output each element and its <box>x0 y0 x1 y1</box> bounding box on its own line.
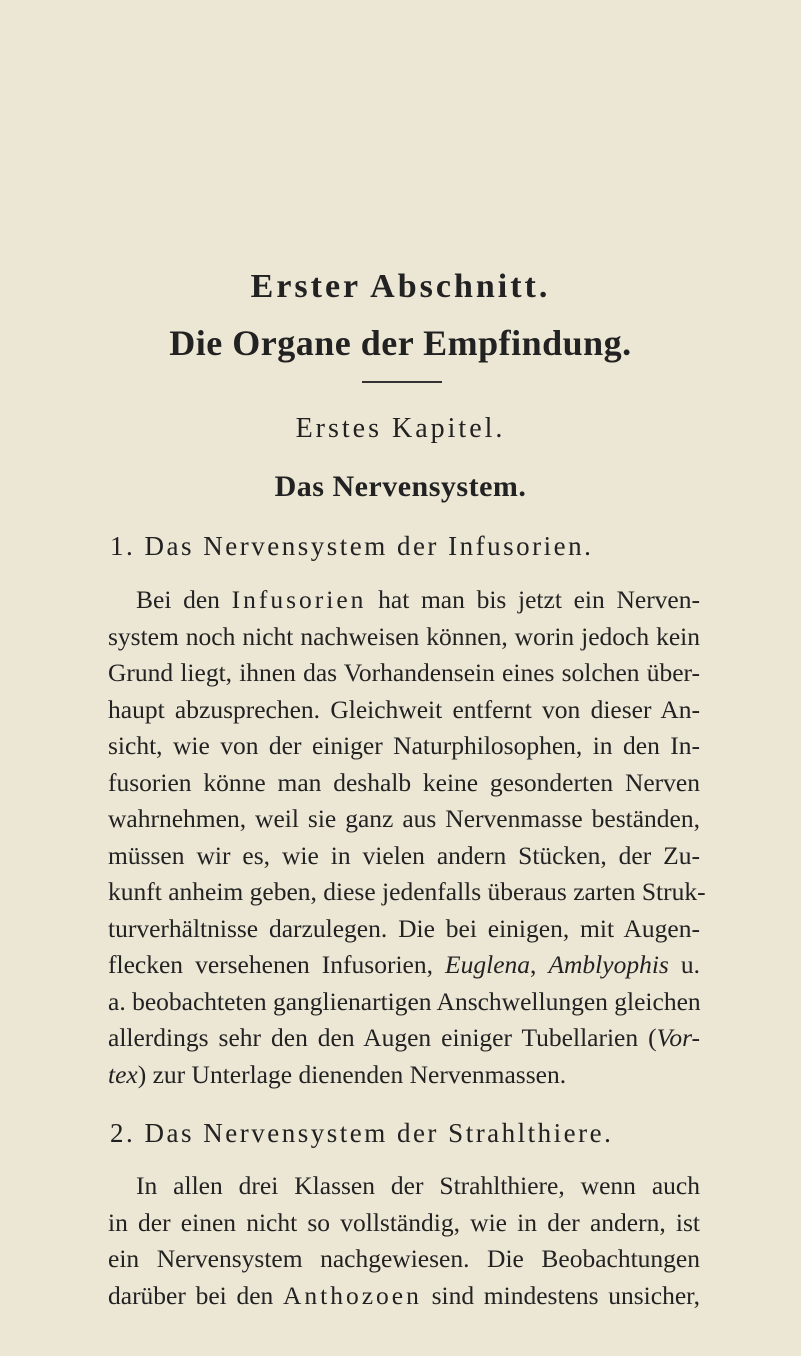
divider-rule <box>362 381 442 383</box>
section-heading: Erster Abschnitt. <box>250 268 551 305</box>
text-line: tex) zur Unterlage dienenden Nervenmassen. <box>108 1059 567 1089</box>
text-line: müssen wir es, wie in vielen andern Stücken, der Zu- <box>108 840 700 870</box>
section-title: Die Organe der Empfindung. <box>169 323 632 363</box>
subsection-2-title: Das Nervensystem der Strahlthiere. <box>144 1118 614 1148</box>
text-line: allerdings sehr den den Augen einiger Tubellarien (Vor- <box>108 1023 700 1052</box>
chapter-heading: Erstes Kapitel. <box>295 413 506 444</box>
paragraph-1 <box>108 582 706 1093</box>
text-line: In allen drei Klassen der Strahlthiere, wenn auch <box>136 1171 700 1200</box>
text-line: a. beobachteten ganglienartigen Anschwellungen gleichen <box>108 986 701 1016</box>
text-line: darüber bei den Anthozoen sind mindestens unsicher, <box>108 1280 700 1310</box>
text-line: ein Nervensystem nachgewiesen. Die Beobachtungen <box>108 1244 700 1273</box>
text-line: fusorien könne man deshalb keine gesonderten Nerven <box>108 767 700 797</box>
text-line: Bei den Infusorien hat man bis jetzt ein Nerven- <box>136 585 700 614</box>
text-line: wahrnehmen, weil sie ganz aus Nervenmasse beständen, <box>108 804 700 833</box>
text-line: kunft anheim geben, diese jedenfalls überaus zarten Struk- <box>108 877 706 906</box>
subsection-2-number: 2. <box>110 1118 136 1148</box>
text-line: in der einen nicht so vollständig, wie in der andern, ist <box>108 1207 700 1237</box>
subsection-1-number: 1. <box>110 531 136 561</box>
text-line: haupt abzusprechen. Gleichweit entfernt von dieser An- <box>108 694 700 724</box>
paragraph-2 <box>108 1168 700 1314</box>
text-line: flecken versehenen Infusorien, Euglena, Amblyophis u. <box>108 950 701 979</box>
text-line: system noch nicht nachweisen können, worin jedoch kein <box>108 621 700 651</box>
chapter-title: Das Nervensystem. <box>274 470 527 503</box>
text-line: turverhältnisse darzulegen. Die bei einigen, mit Augen- <box>108 913 700 943</box>
subsection-1-heading <box>110 531 593 562</box>
text-line: Grund liegt, ihnen das Vorhandensein eines solchen über- <box>108 658 700 687</box>
subsection-2-heading <box>110 1118 613 1149</box>
subsection-1-title: Das Nervensystem der Infusorien. <box>144 531 594 561</box>
text-line: sicht, wie von der einiger Naturphilosophen, in den In- <box>108 731 700 760</box>
